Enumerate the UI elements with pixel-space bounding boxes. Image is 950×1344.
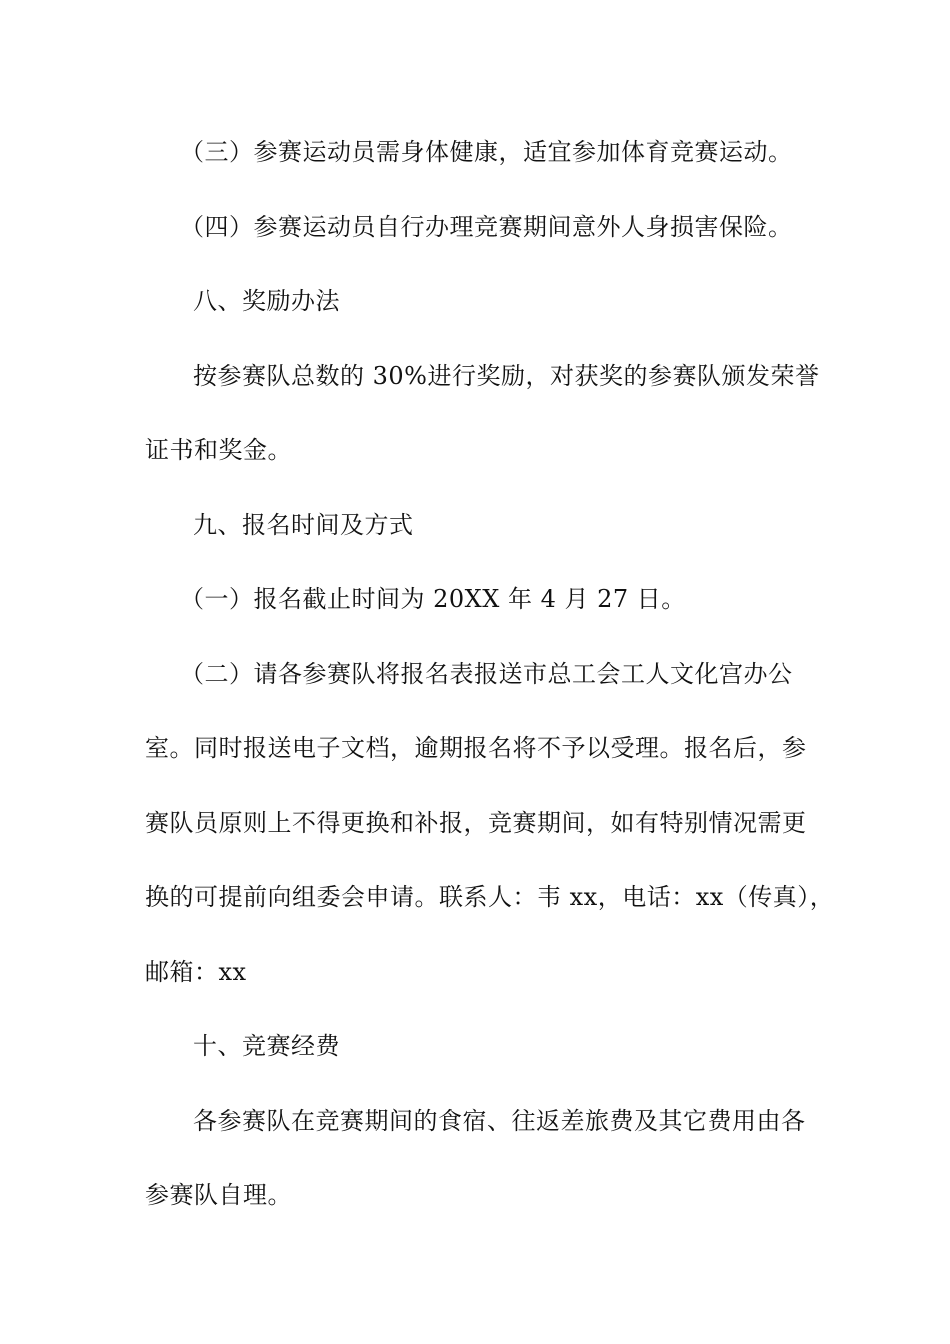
submission-paragraph-line-2: 室。同时报送电子文档，逾期报名将不予以受理。报名后，参 xyxy=(145,734,807,762)
expenses-paragraph-line-2: 参赛队自理。 xyxy=(145,1181,292,1209)
clause-4-line: （四）参赛运动员自行办理竞赛期间意外人身损害保险。 xyxy=(180,213,793,241)
section-8-heading: 八、奖励办法 xyxy=(193,287,340,315)
section-9-heading: 九、报名时间及方式 xyxy=(193,511,414,539)
section-10-heading: 十、竞赛经费 xyxy=(193,1032,340,1060)
awards-paragraph-line-1: 按参赛队总数的 30%进行奖励，对获奖的参赛队颁发荣誉 xyxy=(193,362,820,390)
submission-paragraph-line-5: 邮箱：xx xyxy=(145,958,247,986)
submission-paragraph-line-4: 换的可提前向组委会申请。联系人：韦 xx，电话：xx（传真）， xyxy=(145,883,835,911)
deadline-line: （一）报名截止时间为 20XX 年 4 月 27 日。 xyxy=(180,585,686,613)
submission-paragraph-line-1: （二）请各参赛队将报名表报送市总工会工人文化宫办公 xyxy=(180,660,793,688)
submission-paragraph-line-3: 赛队员原则上不得更换和补报，竞赛期间，如有特别情况需更 xyxy=(145,809,807,837)
expenses-paragraph-line-1: 各参赛队在竞赛期间的食宿、往返差旅费及其它费用由各 xyxy=(193,1107,806,1135)
clause-3-line: （三）参赛运动员需身体健康，适宜参加体育竞赛运动。 xyxy=(180,138,793,166)
awards-paragraph-line-2: 证书和奖金。 xyxy=(145,436,292,464)
